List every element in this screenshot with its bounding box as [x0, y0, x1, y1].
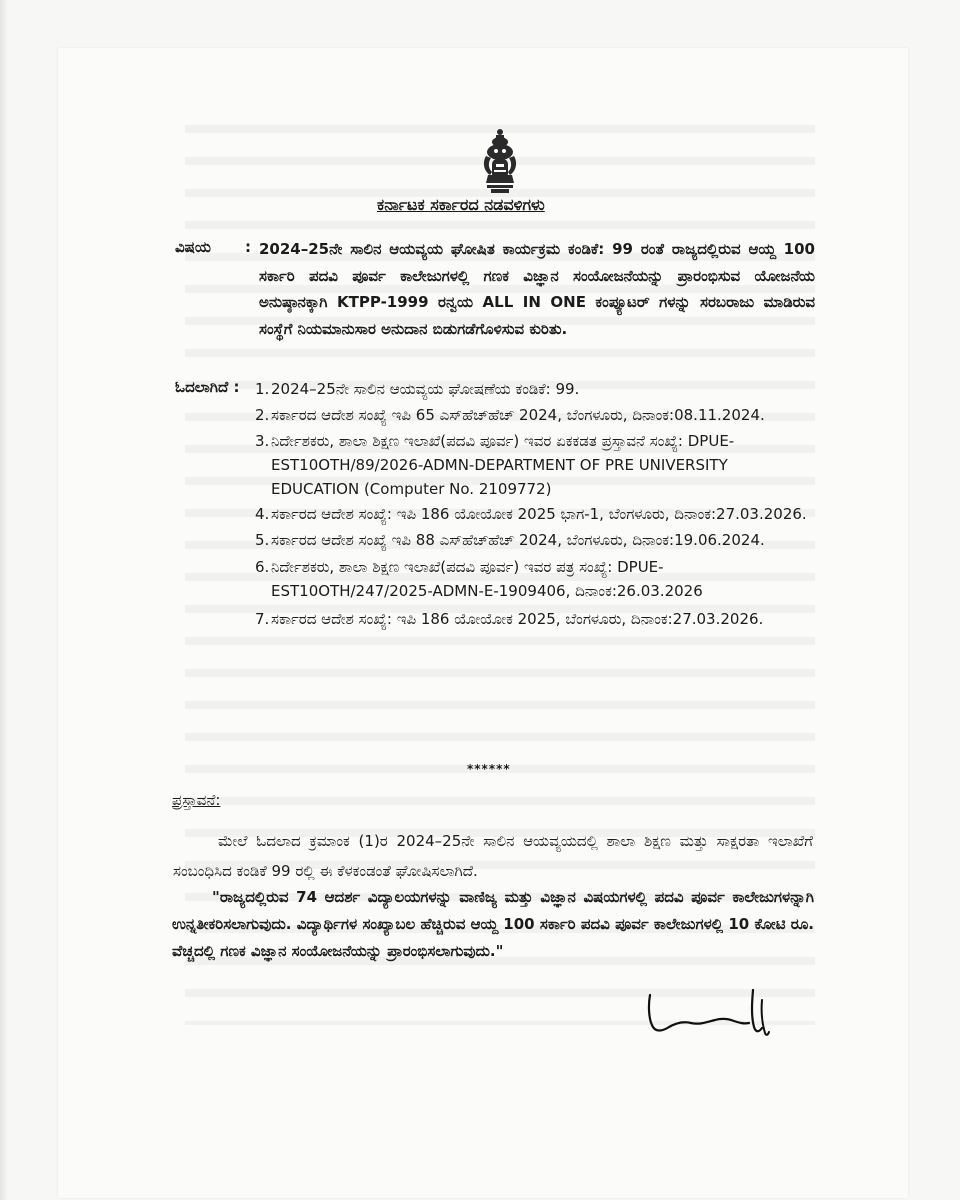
budget-quote: "ರಾಜ್ಯದಲ್ಲಿರುವ 74 ಆದರ್ಶ ವಿದ್ಯಾಲಯಗಳನ್ನು ವಾಣಿಜ್ಯ ಮತ್ತು ವಿಜ್ಞಾನ ವಿಷಯಗಳಲ್ಲಿ ಪದವಿ ಪೂರ್ವ ಕಾಲೇಜುಗಳನ್ನಾಗಿ ಉನ್ನತೀಕರಿಸಲಾಗುವುದು. ವಿದ್ಯಾರ್ಥಿಗಳ ಸಂಖ್ಯಾಬಲ ಹೆಚ್ಚಿರುವ ಆಯ್ದ 100 ಸರ್ಕಾರಿ ಪದವಿ ಪೂರ್ವ ಕಾಲೇಜುಗಳಲ್ಲಿ 10 ಕೋಟಿ ರೂ. ವೆಚ್ಚದಲ್ಲಿ ಗಣಕ ವಿಜ್ಞಾನ ಸಂಯೋಜನೆಯನ್ನು ಪ್ರಾರಂಭಿಸಲಾಗುವುದು." — [172, 888, 814, 960]
page-left-edge — [0, 0, 8, 1200]
document-title: ಕರ್ನಾಟಕ ಸರ್ಕಾರದ ನಡವಳಿಗಳು — [377, 195, 545, 214]
reference-number: 4. — [255, 505, 270, 523]
karnataka-emblem-icon — [478, 128, 522, 196]
reference-text: ನಿರ್ದೇಶಕರು, ಶಾಲಾ ಶಿಕ್ಷಣ ಇಲಾಖೆ(ಪದವಿ ಪೂರ್ವ) ಇವರ ಏಕಕಡತ ಪ್ರಸ್ತಾವನೆ ಸಂಖ್ಯೆ: DPUE-EST10OTH/89/2026-ADMN-DEPARTMENT OF PRE UNIVERSITY EDUCATION (Computer No. 2109772) — [271, 432, 735, 498]
preamble-paragraph: ಮೇಲೆ ಓದಲಾದ ಕ್ರಮಾಂಕ (1)ರ 2024–25ನೇ ಸಾಲಿನ ಆಯವ್ಯಯದಲ್ಲಿ ಶಾಲಾ ಶಿಕ್ಷಣ ಮತ್ತು ಸಾಕ್ಷರತಾ ಇಲಾಖೆಗೆ ಸಂಬಂಧಿಸಿದ ಕಂಡಿಕೆ 99 ರಲ್ಲಿ ಈ ಕೆಳಕಂಡಂತೆ ಘೋಷಿಸಲಾಗಿದೆ. — [173, 832, 813, 880]
reference-item — [255, 502, 825, 526]
reference-item — [255, 528, 825, 552]
reference-text: ನಿರ್ದೇಶಕರು, ಶಾಲಾ ಶಿಕ್ಷಣ ಇಲಾಖೆ(ಪದವಿ ಪೂರ್ವ) ಇವರ ಪತ್ರ ಸಂಖ್ಯೆ: DPUE-EST10OTH/247/2025-ADMN-E-1909406, ದಿನಾಂಕ:26.03.2026 — [271, 558, 703, 600]
reference-number: 3. — [255, 432, 270, 450]
reference-item — [255, 429, 825, 501]
reference-text: ಸರ್ಕಾರದ ಆದೇಶ ಸಂಖ್ಯೆ ಇಪಿ 88 ಎಸ್‌ಹೆಚ್‌ಹೆಚ್ 2024, ಬೆಂಗಳೂರು, ದಿನಾಂಕ:19.06.2024. — [271, 531, 765, 549]
reference-number: 7. — [255, 610, 270, 628]
reference-number: 6. — [255, 558, 270, 576]
reference-item — [255, 607, 825, 631]
subject-text: 2024–25ನೇ ಸಾಲಿನ ಆಯವ್ಯಯ ಘೋಷಿತ ಕಾರ್ಯಕ್ರಮ ಕಂಡಿಕೆ: 99 ರಂತೆ ರಾಜ್ಯದಲ್ಲಿರುವ ಆಯ್ದ 100 ಸರ್ಕಾರಿ ಪದವಿ ಪೂರ್ವ ಕಾಲೇಜುಗಳಲ್ಲಿ ಗಣಕ ವಿಜ್ಞಾನ ಸಂಯೋಜನೆಯನ್ನು ಪ್ರಾರಂಭಿಸುವ ಯೋಜನೆಯ ಅನುಷ್ಠಾನಕ್ಕಾಗಿ KTPP-1999 ರನ್ವಯ ALL IN ONE ಕಂಪ್ಯೂಟರ್ ಗಳನ್ನು ಸರಬರಾಜು ಮಾಡಿರುವ ಸಂಸ್ಥೆಗೆ ನಿಯಮಾನುಸಾರ ಅನುದಾನ ಬಿಡುಗಡೆಗೊಳಿಸುವ ಕುರಿತು. — [259, 240, 815, 338]
subject-colon: : — [245, 238, 251, 256]
reference-text: ಸರ್ಕಾರದ ಆದೇಶ ಸಂಖ್ಯೆ: ಇಪಿ 186 ಯೋಯೋಕ 2025, ಬೆಂಗಳೂರು, ದಿನಾಂಕ:27.03.2026. — [271, 610, 764, 628]
reference-text: ಸರ್ಕಾರದ ಆದೇಶ ಸಂಖ್ಯೆ: ಇಪಿ 186 ಯೋಯೋಕ 2025 ಭಾಗ-1, ಬೆಂಗಳೂರು, ದಿನಾಂಕ:27.03.2026. — [271, 505, 807, 523]
references-list — [255, 377, 825, 631]
section-separator: ****** — [467, 762, 511, 776]
reference-text: ಸರ್ಕಾರದ ಆದೇಶ ಸಂಖ್ಯೆ ಇಪಿ 65 ಎಸ್‌ಹೆಚ್‌ಹೆಚ್ 2024, ಬೆಂಗಳೂರು, ದಿನಾಂಕ:08.11.2024. — [271, 406, 765, 424]
reference-item — [255, 403, 825, 427]
reference-text: 2024–25ನೇ ಸಾಲಿನ ಆಯವ್ಯಯ ಘೋಷಣೆಯ ಕಂಡಿಕೆ: 99. — [271, 380, 580, 398]
preamble-label: ಪ್ರಸ್ತಾವನೆ: — [172, 791, 221, 809]
references-label: ಓದಲಾಗಿದೆ : — [175, 378, 240, 396]
reference-item — [255, 555, 825, 603]
subject-label: ವಿಷಯ — [175, 238, 211, 256]
reference-number: 2. — [255, 406, 270, 424]
reference-number: 1. — [255, 380, 270, 398]
reference-item — [255, 377, 825, 401]
signature-icon — [645, 988, 770, 1043]
reference-number: 5. — [255, 531, 270, 549]
